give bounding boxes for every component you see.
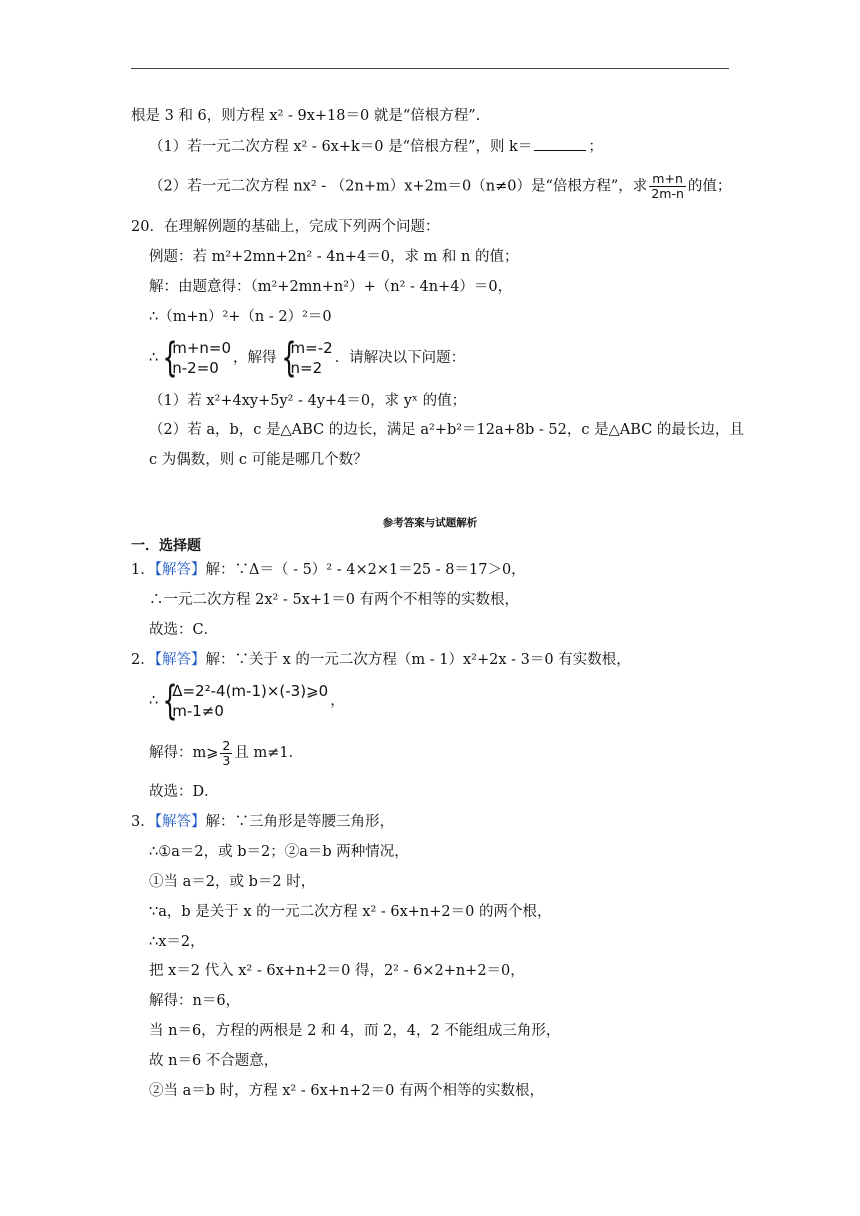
solve-text: ，解得 [233,350,277,366]
answer-3-line3: ①当 a＝2，或 b＝2 时， [149,874,316,890]
equation-system-1 [160,335,232,381]
q19-part2-text: （2）若一元二次方程 nx² - （2n+m）x+2m＝0（n≠0）是“倍根方程”，求 [149,178,648,195]
instruction-text: ．请解决以下问题： [334,350,466,366]
q20-part1: （1）若 x²+4xy+5y² - 4y+4＝0，求 yˣ 的值； [149,393,467,409]
answer-3-line6: 把 x＝2 代入 x² - 6x+n+2＝0 得，2² - 6×2+n+2＝0， [149,963,525,979]
left-brace: { [280,335,297,381]
answer-tag: 【解答】 [154,562,206,578]
q19-part2-end: 的值； [687,178,732,195]
q20-solution-line2: ∴（m+n）²+（n - 2）²＝0 [149,309,332,325]
q19-part1-text: （1）若一元二次方程 x² - 6x+k＝0 是“倍根方程”，则 k＝ [149,139,533,155]
answer-text-end: 且 m≠1． [234,745,304,761]
system-sol-1: m=-2 [290,339,333,357]
answer-1-line3: 故选：C． [149,622,219,638]
q19-part1-end: ； [588,139,603,155]
answer-blank [534,138,586,151]
answer-text: 解：∵Δ＝（ - 5）² - 4×2×1＝25 - 8＝17＞0， [205,562,526,578]
q20-example: 例题：若 m²+2mn+2n² - 4n+4＝0，求 m 和 n 的值； [149,249,519,265]
answer-3-line10: ②当 a＝b 时，方程 x² - 6x+n+2＝0 有两个相等的实数根， [149,1083,544,1099]
answer-3-line2: ∴①a＝2，或 b＝2；②a＝b 两种情况， [149,844,409,860]
q20-part2: （2）若 a，b，c 是△ABC 的边长，满足 a²+b²＝12a+8b - 52，c 是△ABC 的最长边，且 [149,422,744,438]
answer-2-line3 [149,736,303,770]
answer-2-system [149,677,345,725]
q20-part2-cont: c 为偶数，则 c 可能是哪几个数？ [149,452,368,468]
answer-text: 解：∵关于 x 的一元二次方程（m - 1）x²+2x - 3＝0 有实数根， [205,652,631,668]
section-heading: 一．选择题 [131,538,201,554]
answer-3-line9: 故 n＝6 不合题意， [149,1053,279,1069]
q20-solution-line1: 解：由题意得：（m²+2mn+n²）+（n² - 4n+4）＝0， [149,279,513,295]
answer-3-line5: ∴x＝2， [149,934,205,950]
answer-3-line4: ∵a，b 是关于 x 的一元二次方程 x² - 6x+n+2＝0 的两个根， [149,904,552,920]
q19-part2 [149,172,731,201]
fraction-numerator: m+n [649,172,686,187]
answer-number: 2． [131,652,155,668]
inequality-system [160,678,329,724]
fraction-denominator: 3 [222,752,231,768]
answer-text: 解：∵三角形是等腰三角形， [205,814,394,830]
therefore-symbol: ∴ [149,693,159,709]
answer-2-line1 [131,651,631,669]
q19-part1 [149,138,603,156]
system-eq-1: m+n=0 [172,339,232,357]
header-rule [131,68,729,69]
therefore-symbol: ∴ [149,350,159,366]
left-brace: { [162,335,178,381]
answer-text: 解得：m⩾ [149,745,219,761]
answer-1-line1 [131,561,526,579]
answer-2-line4: 故选：D． [149,784,219,800]
answer-3-line1 [131,813,394,831]
answer-2-fraction [220,739,232,768]
fraction-numerator: 2 [222,737,231,753]
answer-number: 3． [131,814,155,830]
q19-line1: 根是 3 和 6，则方程 x² - 9x+18＝0 就是“倍根方程”. [131,108,481,124]
answer-number: 1． [131,562,155,578]
answer-tag: 【解答】 [154,652,206,668]
equation-system-2 [279,335,333,381]
system-ineq-1: Δ=2²-4(m-1)×(-3)⩾0 [172,682,329,700]
system-ineq-2: m-1≠0 [172,702,224,720]
left-brace: { [162,678,178,724]
q20-heading: 20．在理解例题的基础上，完成下列两个问题： [131,219,440,235]
comma: ， [330,693,345,709]
system-eq-2: n-2=0 [172,359,219,377]
q19-fraction [649,172,686,201]
fraction-denominator: 2m-n [651,186,684,201]
answer-1-line2: ∴一元二次方程 2x² - 5x+1＝0 有两个不相等的实数根， [149,592,520,608]
answer-tag: 【解答】 [154,814,206,830]
answer-3-line7: 解得：n＝6， [149,993,241,1009]
answer-3-line8: 当 n＝6，方程的两根是 2 和 4，而 2，4，2 不能组成三角形， [149,1023,561,1039]
system-sol-2: n=2 [290,359,323,377]
answers-title: 参考答案与试题解析 [382,517,478,529]
q20-system-line [149,337,465,379]
